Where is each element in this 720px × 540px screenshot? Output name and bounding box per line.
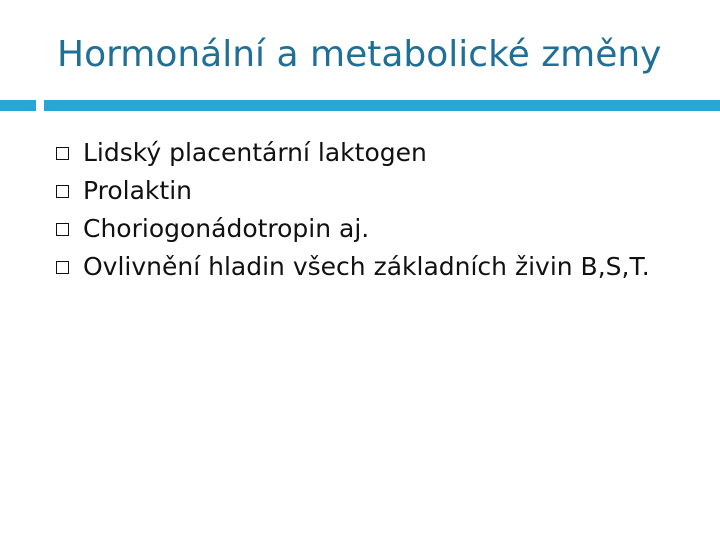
square-bullet-icon xyxy=(56,147,69,160)
bullet-text: Lidský placentární laktogen xyxy=(83,137,427,167)
accent-bar-left xyxy=(0,100,36,111)
bullet-item xyxy=(56,171,650,209)
bullet-item xyxy=(56,133,650,171)
bullet-text: Choriogonádotropin aj. xyxy=(83,213,370,243)
bullet-item xyxy=(56,247,650,285)
bullet-text: Ovlivnění hladin všech základních živin B,S,T. xyxy=(83,251,650,281)
square-bullet-icon xyxy=(56,261,69,274)
bullet-text: Prolaktin xyxy=(83,175,192,205)
bullet-item xyxy=(56,209,650,247)
bullet-list xyxy=(56,133,650,285)
accent-bar-right xyxy=(44,100,720,111)
slide-title: Hormonální a metabolické změny xyxy=(57,34,662,75)
square-bullet-icon xyxy=(56,223,69,236)
square-bullet-icon xyxy=(56,185,69,198)
